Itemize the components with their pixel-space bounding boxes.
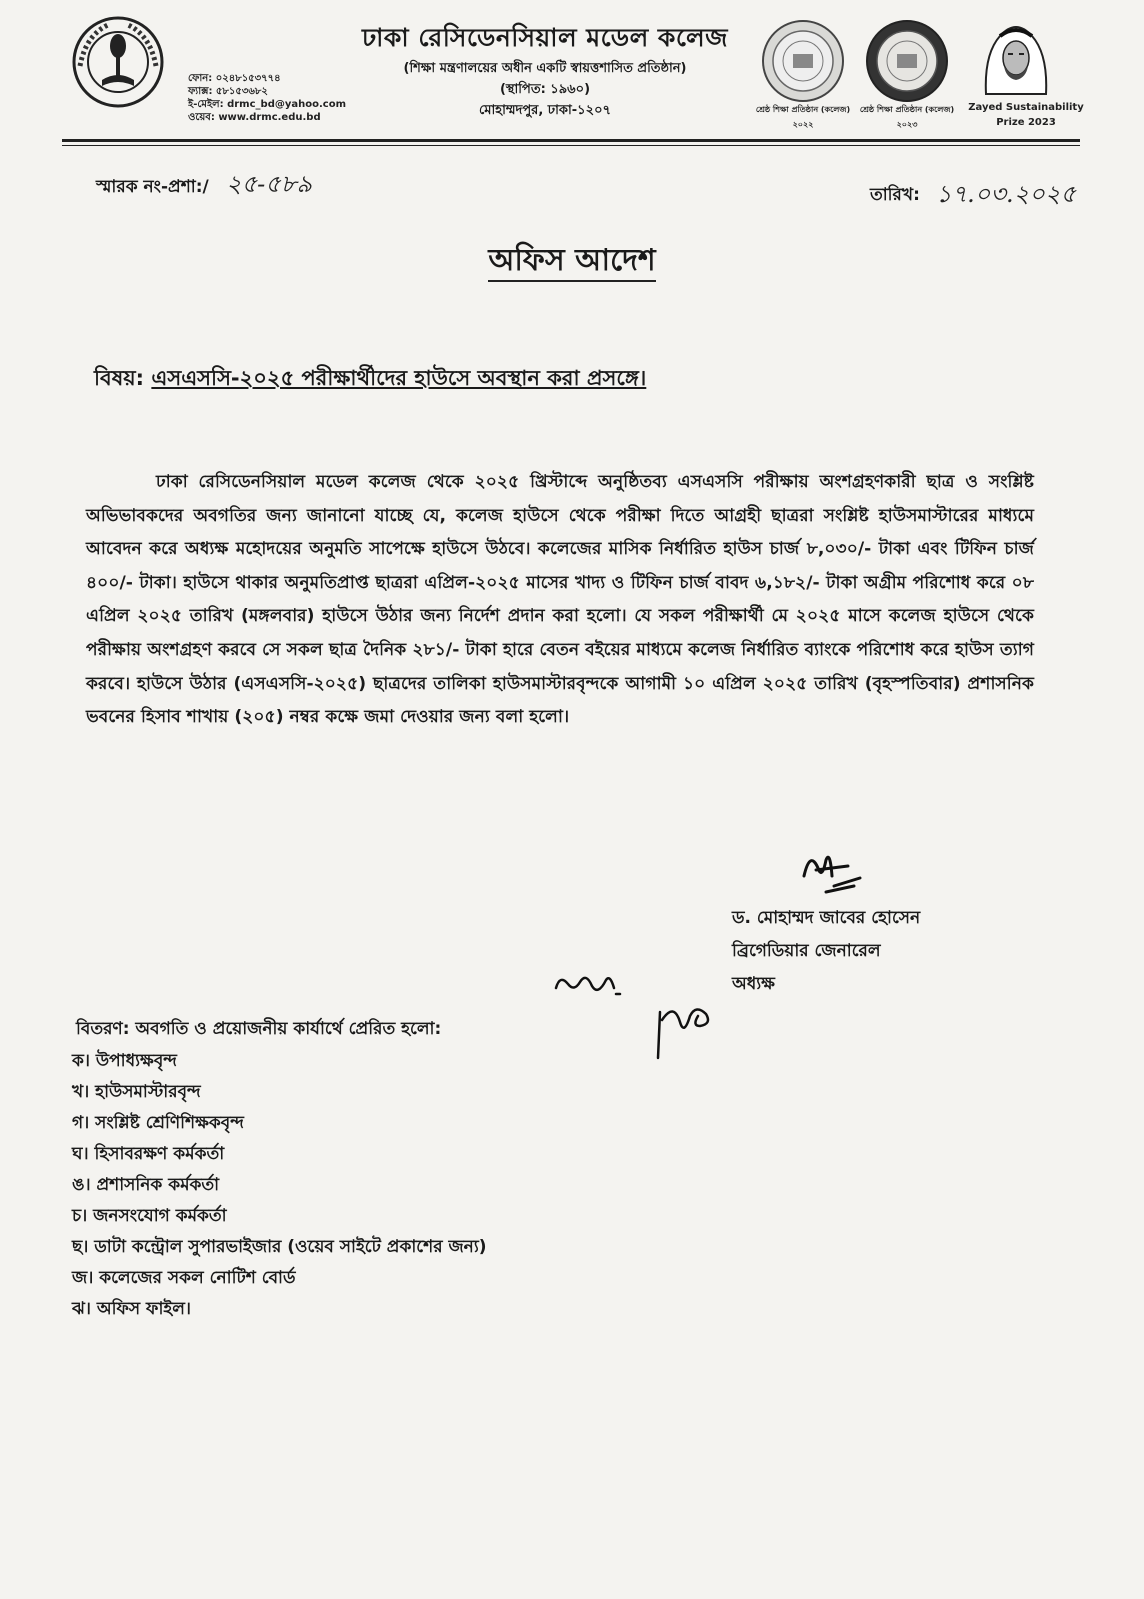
award-year: ২০২৩ [896, 120, 918, 129]
header-divider-thin [62, 145, 1080, 146]
distribution-item: ক। উপাধ্যক্ষবৃন্দ [72, 1051, 177, 1071]
distribution-item: ঝ। অফিস ফাইল। [72, 1299, 191, 1319]
signatory-rank: ব্রিগেডিয়ার জেনারেল [732, 941, 881, 961]
distribution-list [72, 1046, 487, 1325]
distribution-item: খ। হাউসমাস্টারবৃন্দ [72, 1082, 201, 1102]
document-title [0, 236, 1144, 287]
memo-label: স্মারক নং-প্রশা:/ [96, 177, 209, 197]
fax-text: ফ্যাক্স: ৫৮১৫৩৬৮২ [188, 86, 268, 97]
distribution-item: জ। কলেজের সকল নোটিশ বোর্ড [72, 1268, 296, 1288]
memo-number: ২৫-৫৮৯ [226, 170, 313, 198]
header-address: মোহাম্মদপুর, ঢাকা-১২০৭ [479, 103, 611, 118]
header-established: (স্থাপিত: ১৯৬০) [499, 82, 591, 97]
subject-line [94, 362, 646, 397]
initials-mark [650, 992, 720, 1062]
contact-block [188, 72, 346, 124]
subject-text: এসএসসি-২০২৫ পরীক্ষার্থীদের হাউসে অবস্থান করা প্রসঙ্গে। [151, 366, 647, 390]
award-emblem-icon [760, 18, 846, 104]
date-label: তারিখ: [870, 185, 920, 205]
signatory-name: ড. মোহাম্মদ জাবের হোসেন [732, 908, 921, 928]
logo-caption [64, 108, 172, 122]
portrait-icon [976, 14, 1056, 100]
distribution-item: ছ। ডাটা কন্ট্রোল সুপারভাইজার (ওয়েব সাইটে প্রকাশের জন্য) [72, 1237, 487, 1257]
award-label: শ্রেষ্ঠ শিক্ষা প্রতিষ্ঠান (কলেজ) [755, 105, 851, 114]
distribution-item: গ। সংশ্লিষ্ট শ্রেণিশিক্ষকবৃন্দ [72, 1113, 244, 1133]
body-paragraph [86, 466, 1034, 735]
initials-mark [550, 966, 626, 1002]
subject-label: বিষয়: [94, 366, 145, 390]
phone-text: ফোন: ০২৪৮১৫৩৭৭৪ [188, 73, 281, 84]
award-caption [747, 102, 859, 132]
zayed-line1: Zayed Sustainability [968, 102, 1084, 113]
zayed-prize-caption [966, 100, 1086, 130]
college-logo [66, 14, 170, 114]
award-label: শ্রেষ্ঠ শিক্ষা প্রতিষ্ঠান (কলেজ) [859, 105, 955, 114]
header-subtitle: (শিক্ষা মন্ত্রণালয়ের অধীন একটি স্বায়ত্তশাসিত প্রতিষ্ঠান) [403, 61, 687, 76]
award-year: ২০২২ [792, 120, 814, 129]
web-text: ওয়েব: www.drmc.edu.bd [188, 112, 321, 123]
award-caption [851, 102, 963, 132]
zayed-line2: Prize 2023 [996, 117, 1056, 128]
header-divider [62, 139, 1080, 142]
award-emblem-icon [864, 18, 950, 104]
date-value: ১৭.০৩.২০২৫ [936, 180, 1077, 208]
distribution-item: ঙ। প্রশাসনিক কর্মকর্তা [72, 1175, 220, 1195]
distribution-item: ঘ। হিসাবরক্ষণ কর্মকর্তা [72, 1144, 225, 1164]
distribution-title: বিতরণ: অবগতি ও প্রয়োজনীয় কার্যার্থে প্রেরিত হলো: [76, 1019, 442, 1039]
email-text: ই-মেইল: drmc_bd@yahoo.com [188, 99, 346, 110]
distribution-item: চ। জনসংযোগ কর্মকর্তা [72, 1206, 227, 1226]
college-name: ঢাকা রেসিডেনসিয়াল মডেল কলেজ [362, 23, 728, 52]
header-subtitle-block [340, 58, 750, 121]
signatory-designation: অধ্যক্ষ [732, 974, 775, 994]
body-text: ঢাকা রেসিডেনসিয়াল মডেল কলেজ থেকে ২০২৫ খ্রিস্টাব্দে অনুষ্ঠিতব্য এসএসসি পরীক্ষায় অংশগ্রহণকারী ছাত্র ও সংশ্লিষ্ট অভিভাবকদের অবগতির জন্য জানানো যাচ্ছে যে, কলেজ হাউসে থেকে পরীক্ষা দিতে আগ্রহী ছাত্ররা সংশ্লিষ্ট হাউসমাস্টারের মাধ্যমে আবেদন করে অধ্যক্ষ মহোদয়ের অনুমতি সাপেক্ষে হাউসে উঠবে। কলেজের মাসিক নির্ধারিত হাউস চার্জ ৮,০৩০/- টাকা এবং টিফিন চার্জ ৪০০/- টাকা। হাউসে থাকার অনুমতিপ্রাপ্ত ছাত্ররা এপ্রিল-২০২৫ মাসের খাদ্য ও টিফিন চার্জ বাবদ ৬,১৮২/- টাকা অগ্রীম পরিশোধ করে ০৮ এপ্রিল ২০২৫ তারিখ (মঙ্গলবার) হাউসে উঠার জন্য নির্দেশ প্রদান করা হলো। যে সকল পরীক্ষার্থী মে ২০২৫ মাসে কলেজ হাউসে থেকে পরীক্ষায় অংশগ্রহণ করবে সে সকল ছাত্র দৈনিক ২৮১/- টাকা হারে বেতন বইয়ের মাধ্যমে কলেজ নির্ধারিত ব্যাংকে পরিশোধ করে হাউস ত্যাগ করবে। হাউসে উঠার (এসএসসি-২০২৫) ছাত্রদের তালিকা হাউসমাস্টারবৃন্দকে আগামী ১০ এপ্রিল ২০২৫ তারিখ (বৃহস্পতিবার) প্রশাসনিক ভবনের হিসাব শাখায় (২০৫) নম্বর কক্ষে জমা দেওয়ার জন্য বলা হলো। [86, 472, 1034, 728]
signatory-block [732, 902, 920, 1001]
document-title-text: অফিস আদেশ [488, 243, 655, 282]
signature-mark [796, 846, 866, 900]
